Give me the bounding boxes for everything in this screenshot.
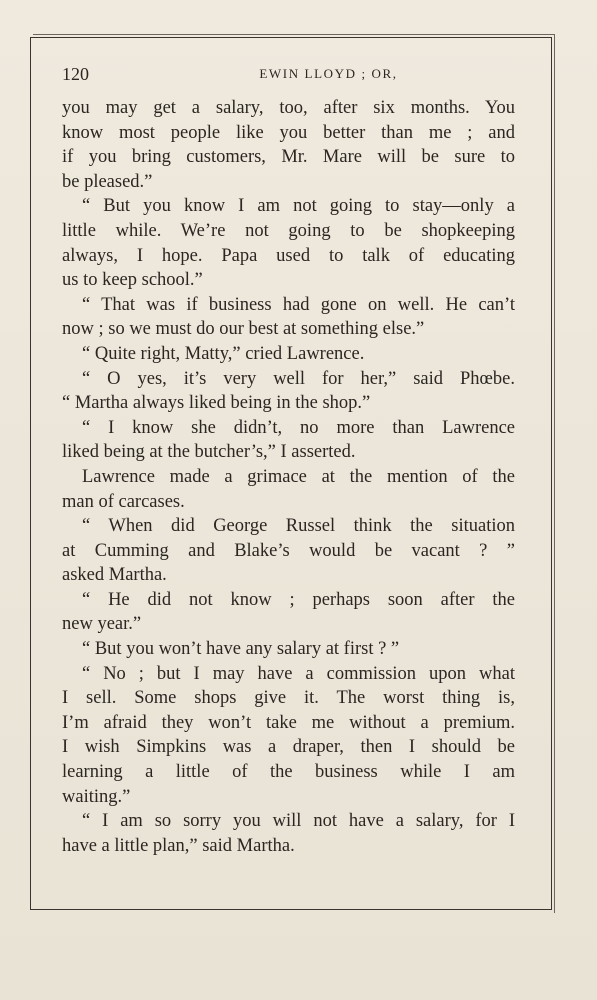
text-line: waiting.” — [62, 786, 131, 807]
text-line: “ O yes, it’s very well for her,” said Phœbe. — [82, 368, 515, 389]
text-line: you may get a salary, too, after six months. You — [62, 98, 515, 118]
text-line: “ I know she didn’t, no more than Lawrence — [82, 417, 515, 438]
body-text — [62, 96, 515, 858]
text-line: man of carcases. — [62, 491, 185, 512]
text-line: “ Quite right, Matty,” cried Lawrence. — [82, 343, 365, 364]
text-line: I’m afraid they won’t take me without a premium. — [62, 712, 515, 733]
text-line: Lawrence made a grimace at the mention of the — [82, 466, 515, 487]
text-line: “ That was if business had gone on well. He can’t — [82, 294, 515, 315]
page-number: 120 — [62, 64, 89, 84]
text-line: little while. We’re not going to be shopkeeping — [62, 220, 515, 241]
text-line: “ Martha always liked being in the shop.” — [62, 393, 371, 414]
text-line: know most people like you better than me ; and — [62, 122, 515, 143]
text-line: I sell. Some shops give it. The worst thing is, — [62, 688, 515, 709]
text-line: asked Martha. — [62, 565, 167, 586]
text-line: “ No ; but I may have a commission upon what — [82, 663, 515, 684]
text-line: us to keep school.” — [62, 270, 203, 291]
text-line: at Cumming and Blake’s would be vacant ? ” — [62, 540, 515, 561]
running-title: EWIN LLOYD ; OR, — [259, 66, 398, 81]
page-header — [62, 62, 535, 86]
text-line: “ I am so sorry you will not have a salary, for I — [82, 811, 515, 832]
text-line: if you bring customers, Mr. Mare will be sure to — [62, 147, 515, 168]
text-line: be pleased.” — [62, 171, 153, 192]
text-line: new year.” — [62, 614, 142, 635]
text-line: “ But you won’t have any salary at first ? ” — [82, 639, 400, 660]
text-line: “ He did not know ; perhaps soon after the — [82, 589, 515, 610]
text-line: “ But you know I am not going to stay—only a — [82, 196, 515, 217]
text-line: “ When did George Russel think the situation — [82, 516, 515, 537]
text-line: have a little plan,” said Martha. — [62, 835, 295, 856]
text-line: now ; so we must do our best at something else.” — [62, 319, 425, 340]
text-line: liked being at the butcher’s,” I asserted. — [62, 442, 356, 463]
text-line: learning a little of the business while I am — [62, 762, 515, 783]
text-line: always, I hope. Papa used to talk of educating — [62, 245, 515, 266]
text-line: I wish Simpkins was a draper, then I should be — [62, 737, 515, 758]
